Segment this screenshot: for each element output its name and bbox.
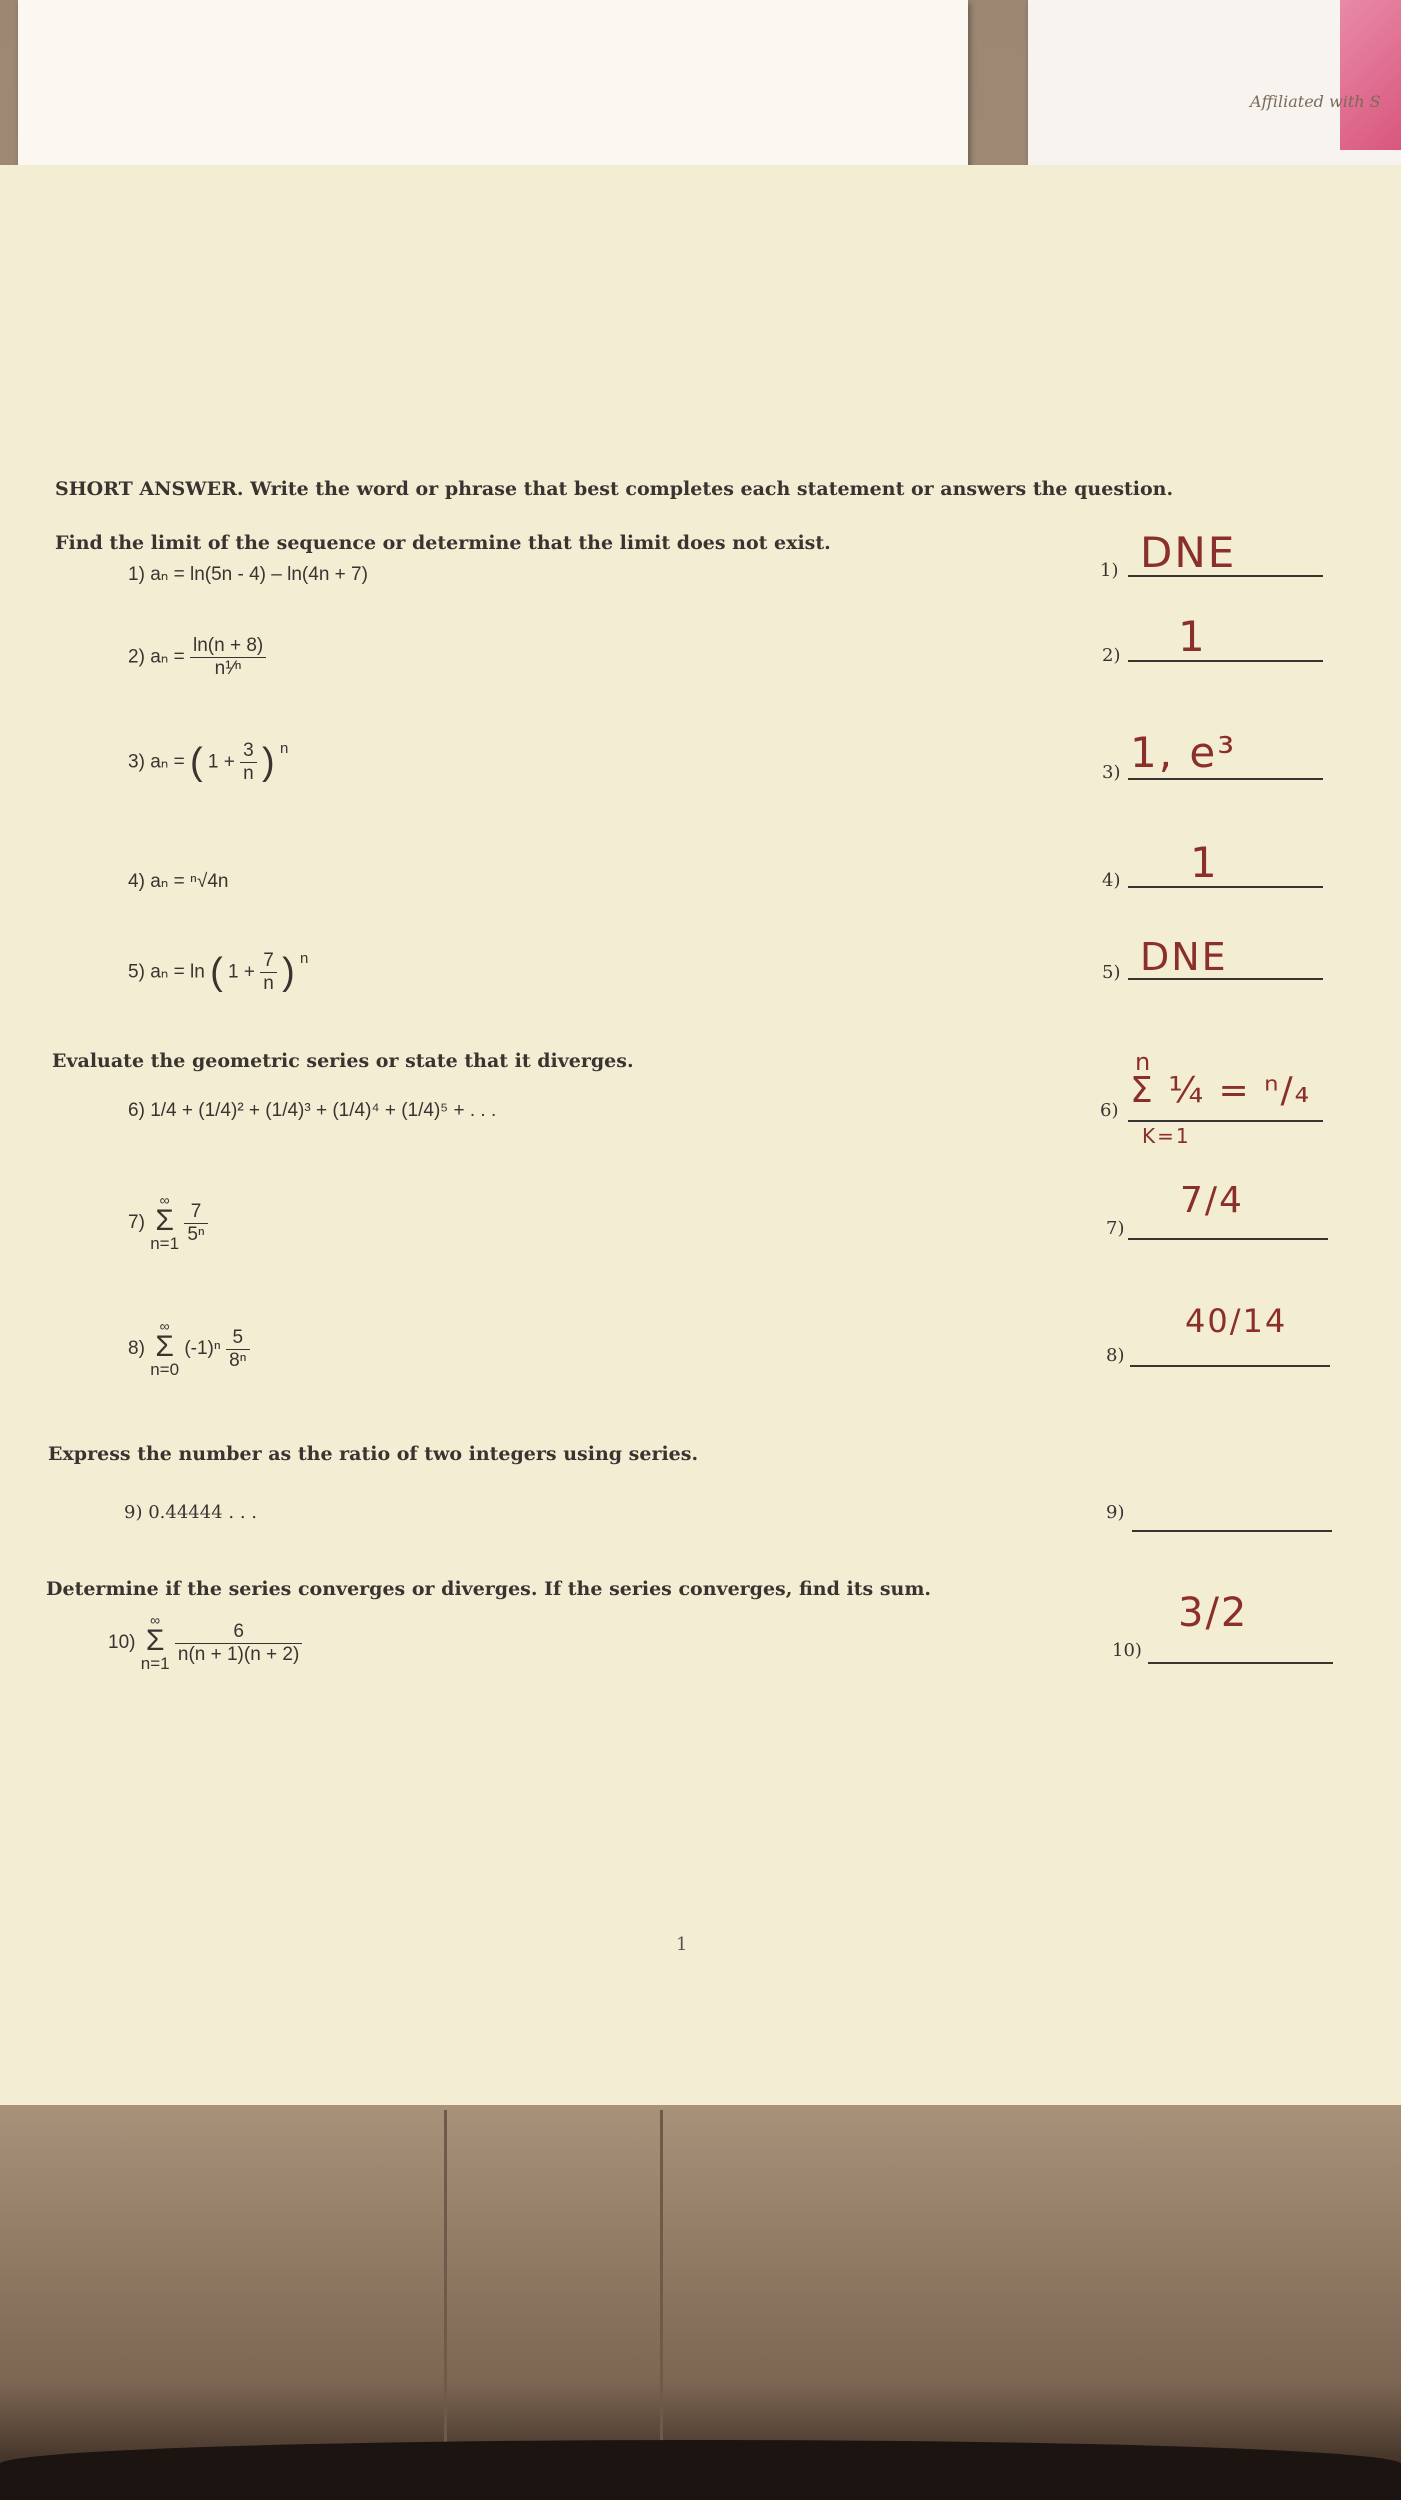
- answer-5-label: 5): [1102, 962, 1121, 983]
- answer-1-label: 1): [1100, 560, 1119, 581]
- answer-4-label: 4): [1102, 870, 1121, 891]
- answer-8-handwriting: 40/14: [1185, 1302, 1288, 1340]
- answer-5-handwriting: DNE: [1140, 935, 1228, 979]
- question-3-paren-close: ): [262, 741, 275, 783]
- answer-2-label: 2): [1102, 645, 1121, 666]
- question-10-sum: [141, 1612, 170, 1674]
- question-8-fraction: [226, 1327, 250, 1372]
- question-3-number: 3): [128, 751, 145, 773]
- question-7-numerator: 7: [184, 1201, 208, 1224]
- question-3: [128, 740, 288, 785]
- question-10-sigma: Σ: [145, 1624, 165, 1657]
- question-1-expr: aₙ = ln(5n - 4) – ln(4n + 7): [150, 564, 368, 585]
- question-4: [128, 870, 228, 893]
- answer-10-label: 10): [1112, 1640, 1142, 1661]
- answer-2-handwriting: 1: [1178, 612, 1207, 661]
- question-3-fraction: [240, 740, 257, 785]
- question-5-paren-open: (: [210, 951, 223, 993]
- question-8-numerator: 5: [226, 1327, 250, 1350]
- question-9: [124, 1502, 257, 1523]
- question-4-expr: aₙ = ⁿ√4n: [150, 871, 229, 892]
- question-7-fraction: [184, 1201, 208, 1246]
- question-6-number: 6): [128, 1100, 145, 1121]
- question-7-number: 7): [128, 1212, 145, 1234]
- answer-3-label: 3): [1102, 762, 1121, 783]
- question-10-sum-top: ∞: [150, 1612, 161, 1628]
- question-5-numerator: 7: [260, 950, 277, 973]
- question-5-number: 5): [128, 961, 145, 983]
- section-ratio: Express the number as the ratio of two integers using series.: [48, 1443, 699, 1465]
- question-3-inner: 1 +: [207, 751, 235, 773]
- answer-10-line: [1148, 1662, 1333, 1664]
- foreground-shadow: [0, 2440, 1401, 2500]
- question-2-denominator: n¹⁄ⁿ: [214, 658, 242, 679]
- answer-6-line: [1128, 1120, 1323, 1122]
- answer-3-line: [1128, 778, 1323, 780]
- answer-2-line: [1128, 660, 1323, 662]
- answer-1-handwriting: DNE: [1140, 528, 1237, 577]
- answer-4-handwriting: 1: [1190, 838, 1219, 887]
- question-3-paren-open: (: [189, 741, 203, 783]
- question-8-mid: (-1)ⁿ: [184, 1338, 221, 1360]
- section-limits: Find the limit of the sequence or determine that the limit does not exist.: [55, 532, 831, 554]
- question-10-number: 10): [108, 1632, 136, 1654]
- question-8-sigma: Σ: [155, 1330, 174, 1363]
- question-10-numerator: 6: [175, 1621, 302, 1644]
- question-3-numerator: 3: [240, 740, 257, 763]
- question-5-paren-close: ): [282, 951, 295, 993]
- question-5-inner: 1 +: [228, 961, 255, 983]
- question-2-number: 2): [128, 646, 145, 668]
- question-10-fraction: [175, 1621, 302, 1666]
- answer-10-handwriting: 3/2: [1178, 1590, 1249, 1636]
- answer-6-top: n: [1135, 1048, 1153, 1076]
- question-8-sum-bottom: n=0: [150, 1360, 180, 1379]
- question-2: [128, 635, 266, 680]
- answer-6-label: 6): [1100, 1100, 1119, 1121]
- question-2-fraction: [190, 635, 266, 680]
- question-6: [128, 1100, 496, 1122]
- question-5-lhs: aₙ = ln: [150, 961, 205, 983]
- question-8-denominator: 8ⁿ: [229, 1349, 247, 1371]
- question-7-sum-top: ∞: [159, 1192, 170, 1208]
- answer-6-handwriting: Σ ¼ = ⁿ/₄: [1130, 1070, 1312, 1111]
- question-7-sigma: Σ: [155, 1204, 174, 1237]
- answer-7-line: [1128, 1238, 1328, 1240]
- question-9-number: 9): [124, 1502, 143, 1523]
- answer-3-handwriting: 1, e³: [1130, 728, 1237, 777]
- question-2-lhs: aₙ =: [150, 646, 185, 668]
- question-5-fraction: [260, 950, 277, 995]
- answer-8-line: [1130, 1365, 1330, 1367]
- answer-9-line: [1132, 1530, 1332, 1532]
- answer-9-label: 9): [1106, 1502, 1125, 1523]
- question-5-denominator: n: [263, 973, 274, 994]
- section-converge: Determine if the series converges or diverges. If the series converges, find its sum.: [46, 1578, 932, 1600]
- question-2-numerator: ln(n + 8): [190, 635, 266, 658]
- answer-7-handwriting: 7/4: [1180, 1180, 1244, 1221]
- question-3-power: n: [279, 740, 289, 757]
- question-6-expr: 1/4 + (1/4)² + (1/4)³ + (1/4)⁴ + (1/4)⁵ + . . .: [150, 1100, 497, 1121]
- answer-6-bottom: K=1: [1142, 1124, 1191, 1148]
- pink-paper-edge: [1340, 0, 1401, 150]
- question-7-sum-bottom: n=1: [150, 1234, 180, 1253]
- affiliation-text: Affiliated with S: [1250, 92, 1381, 111]
- answer-4-line: [1128, 886, 1323, 888]
- question-5: [128, 950, 308, 995]
- question-8-sum: [150, 1318, 179, 1380]
- answer-7-label: 7): [1106, 1218, 1125, 1239]
- question-9-expr: 0.44444 . . .: [148, 1502, 257, 1523]
- question-10-sum-bottom: n=1: [140, 1654, 170, 1673]
- question-3-lhs: aₙ =: [150, 751, 185, 773]
- section-geometric: Evaluate the geometric series or state that it diverges.: [52, 1050, 634, 1072]
- question-7: [128, 1192, 208, 1254]
- question-7-sum: [150, 1192, 179, 1254]
- worksheet-page: [0, 165, 1401, 2105]
- question-8: [128, 1318, 250, 1380]
- question-5-power: n: [300, 950, 309, 967]
- question-3-denominator: n: [243, 763, 254, 784]
- page-number: 1: [676, 1934, 688, 1955]
- question-8-sum-top: ∞: [159, 1318, 170, 1334]
- answer-8-label: 8): [1106, 1345, 1125, 1366]
- question-1-number: 1): [128, 564, 145, 585]
- question-4-number: 4): [128, 871, 145, 892]
- worksheet-header: SHORT ANSWER. Write the word or phrase that best completes each statement or answers the question.: [55, 478, 1174, 500]
- question-10: [108, 1612, 302, 1674]
- question-1: [128, 563, 368, 586]
- question-8-number: 8): [128, 1338, 145, 1360]
- question-7-denominator: 5ⁿ: [187, 1223, 205, 1245]
- question-10-denominator: n(n + 1)(n + 2): [177, 1643, 300, 1665]
